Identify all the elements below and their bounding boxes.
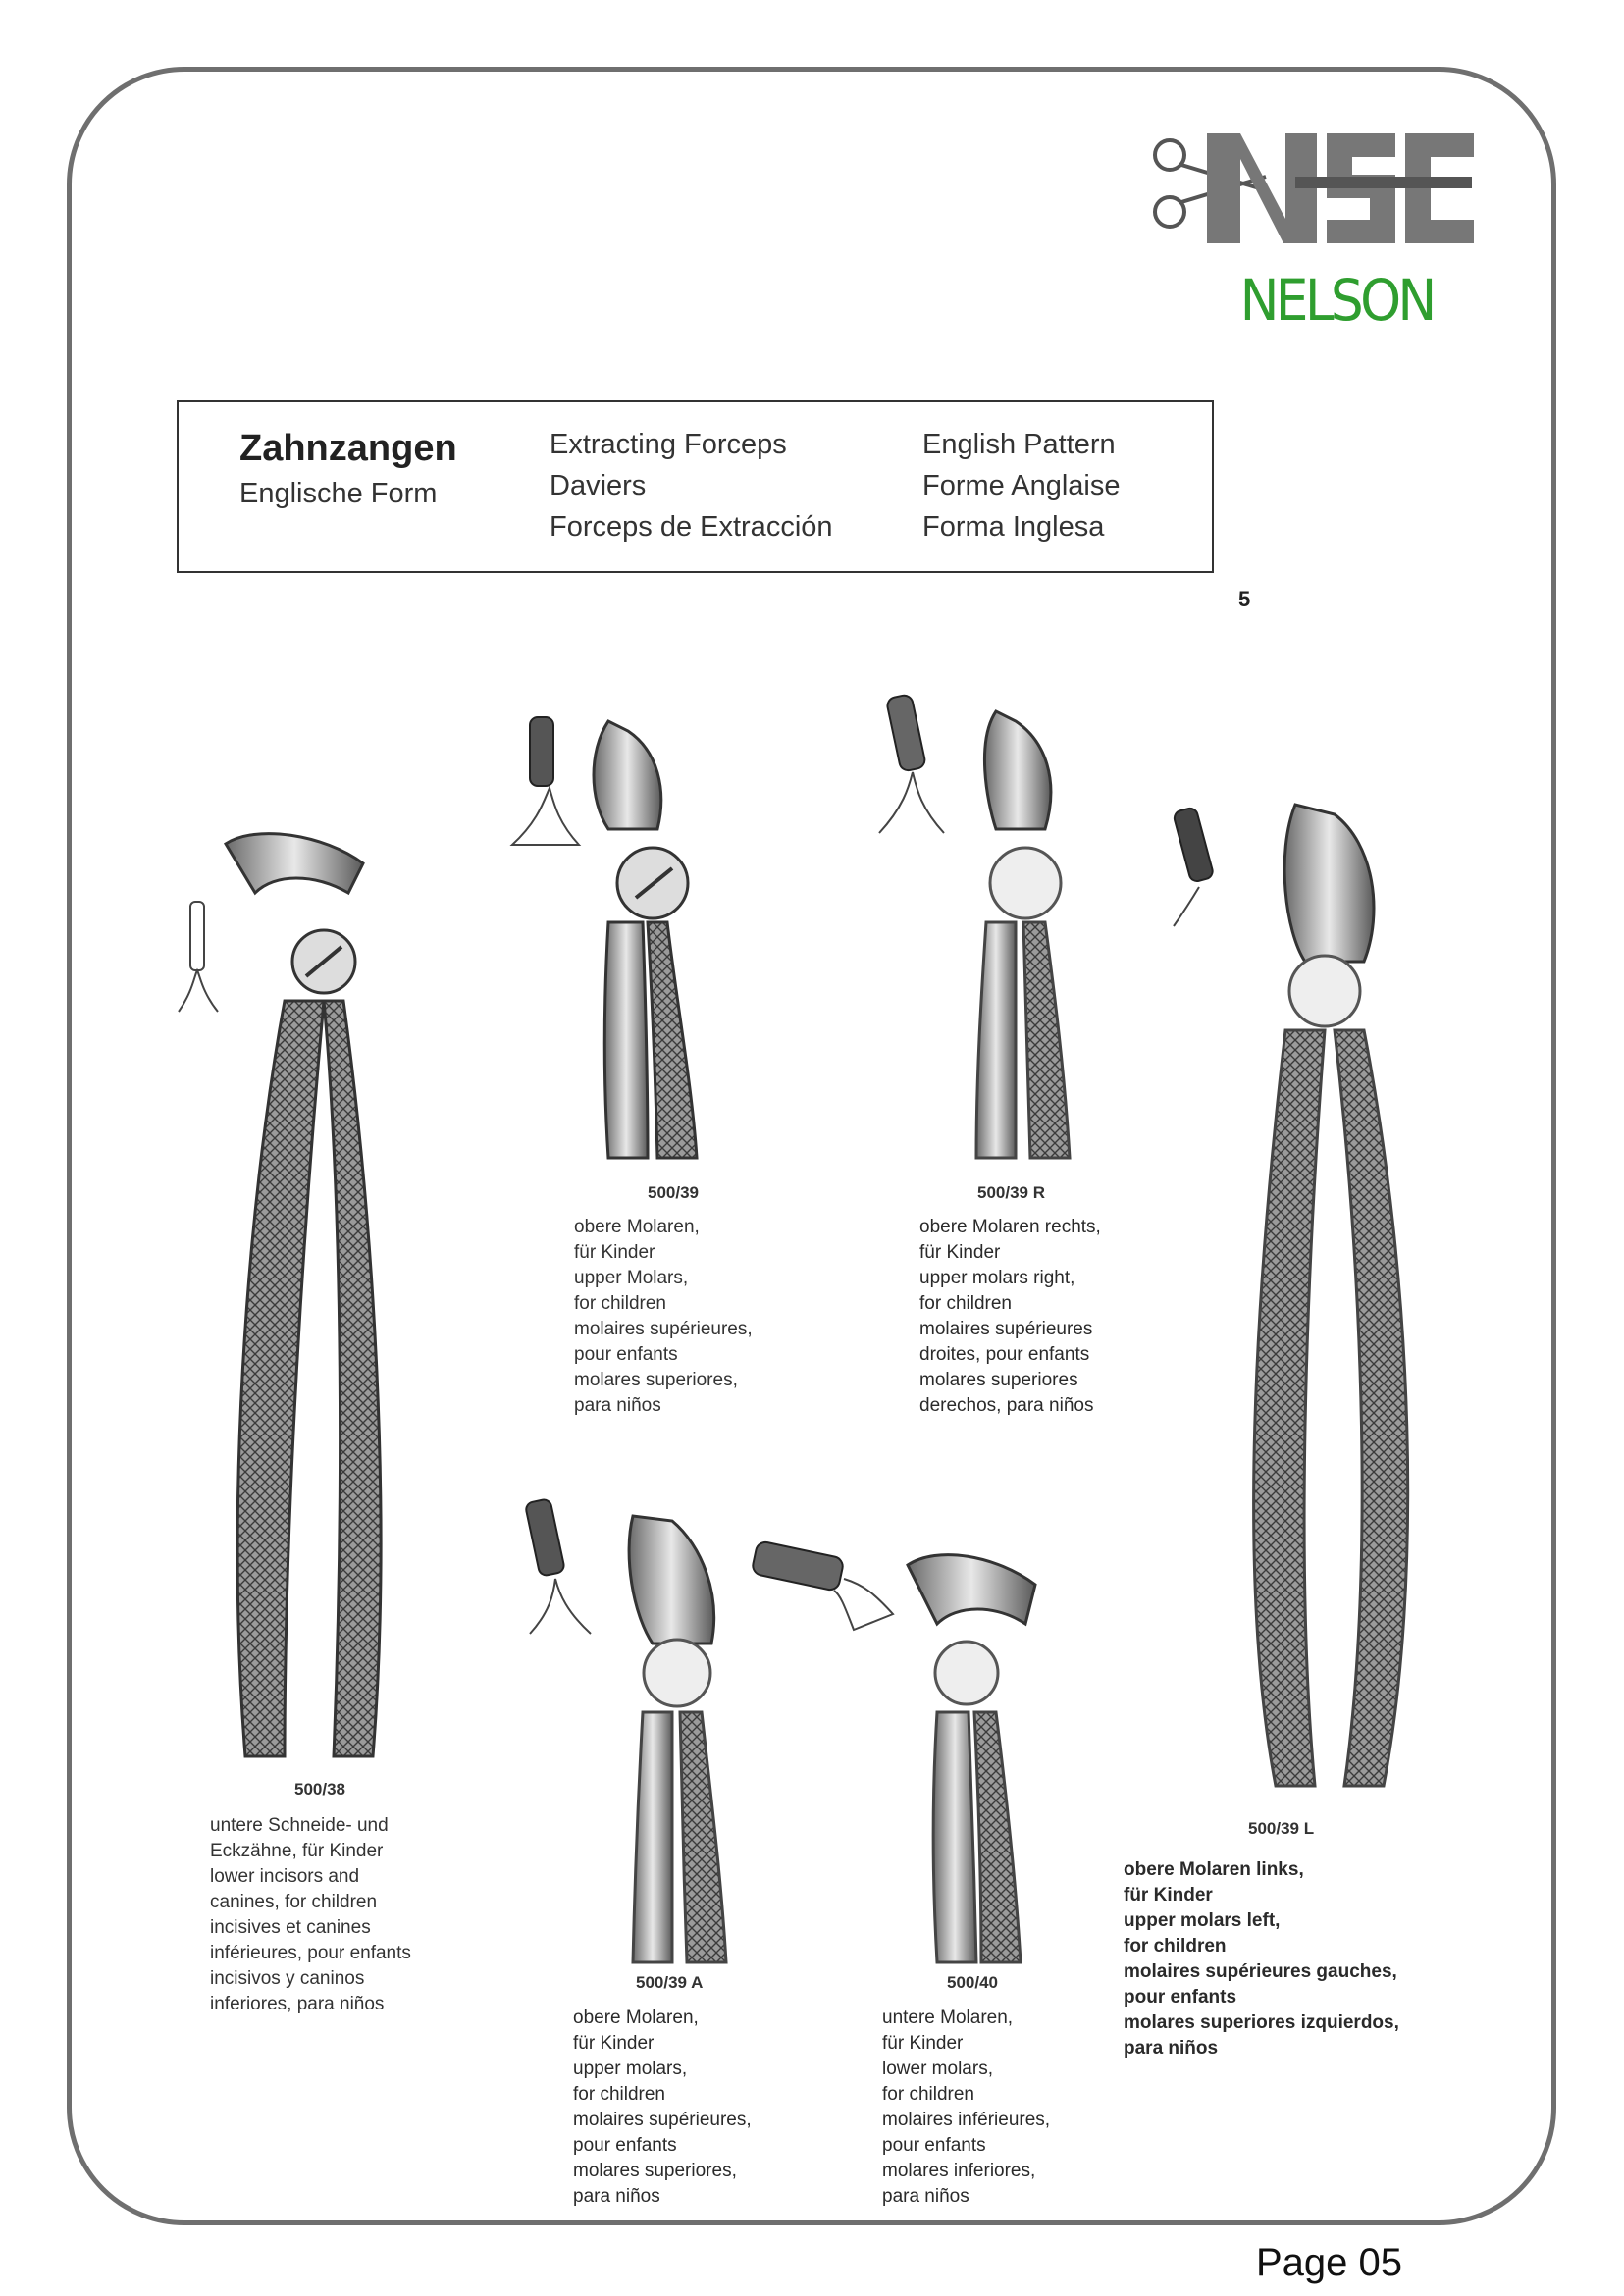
- forceps-500-39-l-image: [1217, 795, 1442, 1796]
- desc-line: for children: [574, 1293, 666, 1314]
- desc-line: for children: [882, 2084, 974, 2105]
- tooth-diagram-icon: [746, 1536, 898, 1639]
- desc-line: upper molars right,: [919, 1268, 1075, 1288]
- title-line: Forceps de Extracción: [550, 511, 833, 543]
- instrument-code: 500/39 A: [636, 1973, 704, 1992]
- catalog-page-number: 5: [1238, 587, 1251, 611]
- instrument-code: 500/40: [947, 1973, 998, 1992]
- desc-line: pour enfants: [882, 2135, 986, 2156]
- desc-line: molaires supérieures,: [574, 1319, 753, 1339]
- tooth-diagram-icon: [175, 898, 224, 1016]
- title-line: Daviers: [550, 470, 647, 501]
- desc-line: upper Molars,: [574, 1268, 689, 1288]
- instrument-description: [882, 2006, 1050, 2210]
- desc-line: derechos, para niños: [919, 1395, 1094, 1416]
- desc-line: molares superiores izquierdos,: [1124, 2012, 1399, 2033]
- desc-line: for children: [1124, 1936, 1227, 1957]
- desc-line: für Kinder: [882, 2033, 964, 2054]
- title-sub: Englische Form: [239, 478, 438, 509]
- instrument-code: 500/39 L: [1248, 1819, 1315, 1838]
- tooth-diagram-icon: [1166, 805, 1234, 932]
- desc-line: lower incisors and: [210, 1866, 360, 1887]
- desc-line: für Kinder: [574, 1242, 655, 1263]
- desc-line: Eckzähne, für Kinder: [210, 1841, 384, 1861]
- instrument-description: [919, 1215, 1101, 1419]
- desc-line: inferiores, para niños: [210, 1994, 385, 2014]
- desc-line: para niños: [573, 2186, 660, 2207]
- desc-line: molares superiores,: [574, 1370, 738, 1390]
- page-footer: Page 05: [1256, 2241, 1403, 2284]
- desc-line: molares superiores: [919, 1370, 1078, 1390]
- instrument-description: [210, 1813, 411, 2017]
- instrument-description: [574, 1215, 753, 1419]
- desc-line: obere Molaren links,: [1124, 1859, 1304, 1880]
- desc-line: molaires supérieures,: [573, 2110, 752, 2130]
- desc-line: incisivos y caninos: [210, 1968, 365, 1989]
- brand-name: NELSON: [1239, 267, 1434, 334]
- title-line: Extracting Forceps: [550, 429, 787, 460]
- instrument-description: [1124, 1857, 1399, 2061]
- desc-line: incisives et canines: [210, 1917, 371, 1938]
- instrument-description: [573, 2006, 752, 2210]
- desc-line: für Kinder: [573, 2033, 655, 2054]
- title-german: [239, 424, 457, 514]
- desc-line: inférieures, pour enfants: [210, 1943, 411, 1963]
- tooth-diagram-icon: [873, 692, 952, 839]
- desc-line: para niños: [574, 1395, 661, 1416]
- desc-line: pour enfants: [574, 1344, 678, 1365]
- title-translations: [550, 424, 833, 548]
- desc-line: for children: [919, 1293, 1012, 1314]
- desc-line: lower molars,: [882, 2059, 993, 2079]
- tooth-diagram-icon: [508, 713, 587, 851]
- desc-line: untere Schneide- und: [210, 1815, 389, 1836]
- desc-line: para niños: [1124, 2038, 1219, 2059]
- tooth-diagram-icon: [510, 1496, 599, 1639]
- desc-line: molares superiores,: [573, 2161, 737, 2181]
- title-box: [177, 400, 1214, 573]
- title-pattern: [922, 424, 1121, 548]
- desc-line: obere Molaren,: [573, 2008, 699, 2028]
- desc-line: molaires supérieures: [919, 1319, 1093, 1339]
- instrument-code: 500/38: [294, 1780, 345, 1799]
- desc-line: molares inferiores,: [882, 2161, 1036, 2181]
- desc-line: molaires supérieures gauches,: [1124, 1961, 1397, 1982]
- instrument-code: 500/39 R: [977, 1183, 1045, 1202]
- pattern-line: English Pattern: [922, 429, 1116, 460]
- desc-line: para niños: [882, 2186, 969, 2207]
- desc-line: für Kinder: [919, 1242, 1001, 1263]
- desc-line: pour enfants: [573, 2135, 677, 2156]
- forceps-500-40-image: [898, 1545, 1074, 1967]
- desc-line: untere Molaren,: [882, 2008, 1014, 2028]
- desc-line: canines, for children: [210, 1892, 378, 1912]
- title-main: Zahnzangen: [239, 428, 457, 469]
- pattern-line: Forme Anglaise: [922, 470, 1121, 501]
- instrument-code: 500/39: [648, 1183, 699, 1202]
- desc-line: obere Molaren rechts,: [919, 1217, 1101, 1237]
- pattern-line: Forma Inglesa: [922, 511, 1105, 543]
- desc-line: obere Molaren,: [574, 1217, 700, 1237]
- desc-line: for children: [573, 2084, 665, 2105]
- desc-line: upper molars left,: [1124, 1910, 1281, 1931]
- desc-line: upper molars,: [573, 2059, 688, 2079]
- desc-line: pour enfants: [1124, 1987, 1237, 2008]
- desc-line: droites, pour enfants: [919, 1344, 1090, 1365]
- desc-line: für Kinder: [1124, 1885, 1213, 1905]
- desc-line: molaires inférieures,: [882, 2110, 1051, 2130]
